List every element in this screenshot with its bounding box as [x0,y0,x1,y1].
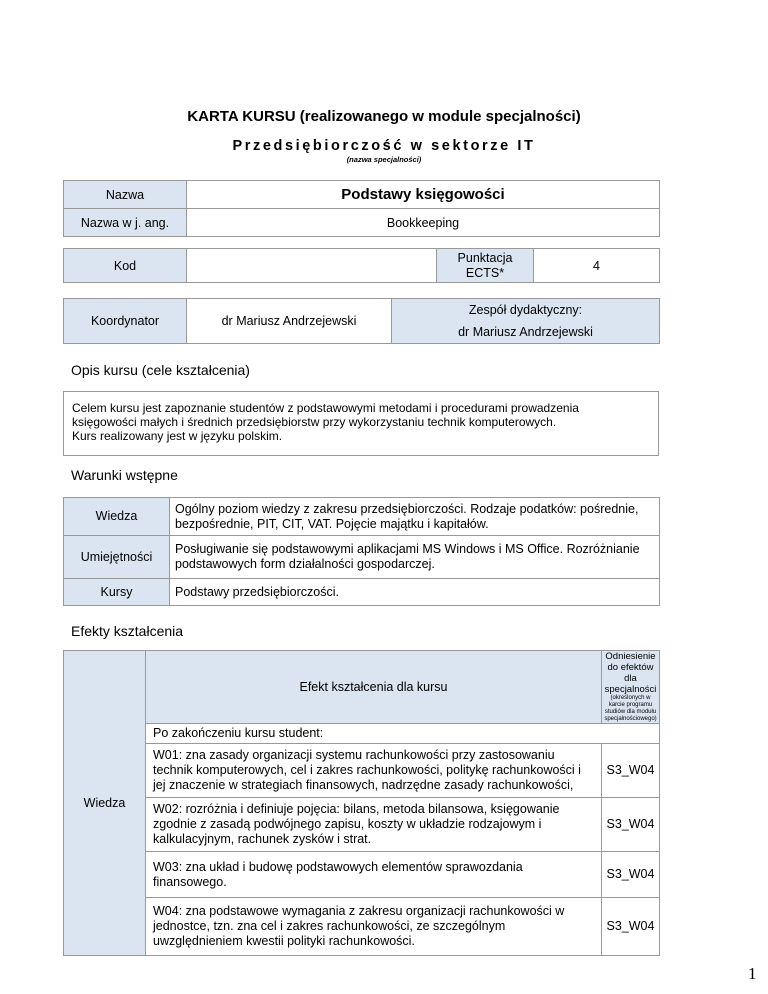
team-value: dr Mariusz Andrzejewski [458,325,593,339]
code-value [187,249,437,283]
prereq-label-courses: Kursy [64,579,170,606]
name-en-label: Nazwa w j. ang. [64,209,187,237]
document-title: KARTA KURSU (realizowanego w module specjalności) [187,108,581,125]
outcome-w03: W03: zna układ i budowę podstawowych elementów sprawozdania finansowego. [146,852,602,898]
outcome-w01: W01: zna zasady organizacji systemu rachunkowości przy zastosowaniu technik komputerowych, cel i zakres rachunkowości, politykę rachunkowości i jej znaczenie w strategiach finansowych, nadrzędne zasady rachunkowości, [146,744,602,798]
prereq-text-knowledge: Ogólny poziom wiedzy z zakresu przedsiębiorczości. Rodzaje podatków: pośrednie, bezpośrednie, PIT, CIT, VAT. Pojęcie majątku i kapitałów. [170,498,660,536]
course-name-table [63,180,660,237]
reference-header [602,651,660,724]
teaching-team [392,299,660,344]
reference-title: Odniesienie do efektów dla specjalności [604,651,657,695]
course-code-table [63,248,660,283]
outcomes-intro: Po zakończeniu kursu student: [146,724,660,744]
specialization-caption: (nazwa specjalności) [346,155,422,164]
description-heading: Opis kursu (cele kształcenia) [71,362,250,378]
prereq-text-skills: Posługiwanie się podstawowymi aplikacjami MS Windows i MS Office. Rozróżnianie podstawowych form działalności gospodarczej. [170,536,660,579]
outcomes-table [63,650,660,956]
course-name-en: Bookkeeping [187,209,660,237]
name-label: Nazwa [64,181,187,209]
specialization-name: Przedsiębiorczość w sektorze IT [232,138,536,154]
description-box [63,391,659,456]
code-label: Kod [64,249,187,283]
ects-value: 4 [534,249,660,283]
outcome-w04-ref: S3_W04 [602,898,660,956]
outcome-w04: W04: zna podstawowe wymagania z zakresu organizacji rachunkowości w jednostce, tzn. zna cel i zakres rachunkowości, ze szczególnym uwzględnieniem kwestii polityki rachunkowości. [146,898,602,956]
prerequisites-heading: Warunki wstępne [71,467,178,483]
outcome-col-header: Efekt kształcenia dla kursu [146,651,602,724]
outcome-w02: W02: rozróżnia i definiuje pojęcia: bilans, metoda bilansowa, księgowanie zgodnie z zasadą podwójnego zapisu, koszty w układzie rodzajowym i kalkulacyjnym, rachunek zysków i strat. [146,798,602,852]
description-line: księgowości małych i średnich przedsiębiorstw przy wykorzystaniu technik komputerowych. [72,415,557,429]
reference-note: (określonych w karcie programu studiów dla modułu specjalnościowego) [604,695,657,722]
description-line: Kurs realizowany jest w języku polskim. [72,429,283,443]
outcome-w03-ref: S3_W04 [602,852,660,898]
prereq-label-knowledge: Wiedza [64,498,170,536]
prereq-label-skills: Umiejętności [64,536,170,579]
team-label: Zespół dydaktyczny: [468,303,583,317]
course-name: Podstawy księgowości [187,181,660,209]
outcome-w02-ref: S3_W04 [602,798,660,852]
outcomes-heading: Efekty kształcenia [71,623,184,639]
coordinator-table [63,298,660,344]
coordinator-label: Koordynator [64,299,187,344]
ects-label: Punktacja ECTS* [437,249,534,283]
coordinator-value: dr Mariusz Andrzejewski [187,299,392,344]
outcome-w01-ref: S3_W04 [602,744,660,798]
prerequisites-table [63,497,660,606]
prereq-text-courses: Podstawy przedsiębiorczości. [170,579,660,606]
page-number: 1 [748,964,757,983]
outcome-category: Wiedza [64,651,146,956]
description-line: Celem kursu jest zapoznanie studentów z podstawowymi metodami i procedurami prowadzenia [72,401,579,415]
